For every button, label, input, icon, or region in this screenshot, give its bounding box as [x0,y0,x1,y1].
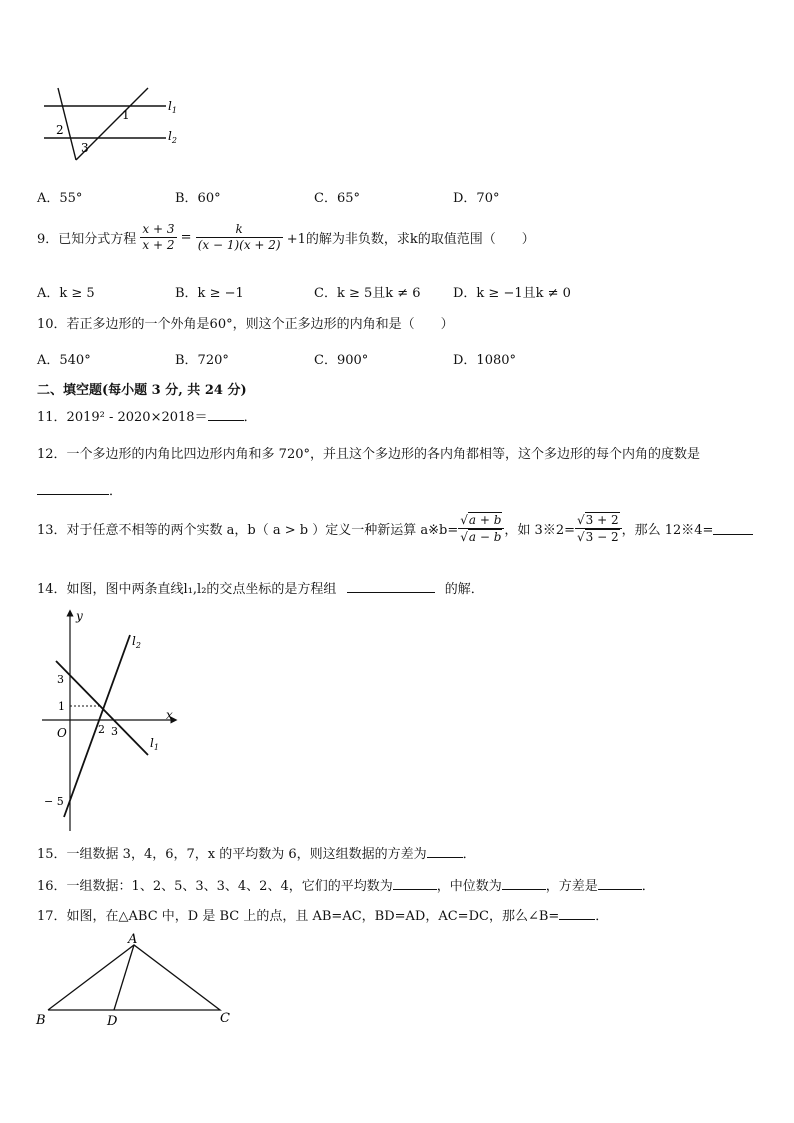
q11-end: ． [243,410,257,425]
q9-fraction-1-den: x + 2 [142,238,175,252]
q9-option-d[interactable]: D．k ≥ −1且k ≠ 0 [453,286,571,301]
q13-fraction-2-num: √3 + 2 [575,512,622,529]
q16-part-c: ，方差是 [545,879,598,894]
angle-3-label: 3 [81,141,89,155]
q16-variance-blank[interactable] [598,877,642,890]
triangle-figure [30,930,240,1030]
question-11 [37,406,257,425]
q9-prefix: 9．已知分式方程 [37,232,137,247]
y-tick-minus-5: − 5 [44,795,64,808]
label-l1: $l_1$ [150,736,159,752]
q13-middle: ，如 3※2= [504,523,575,538]
q17-answer-blank[interactable] [559,907,595,920]
q9-fraction-1 [140,222,176,253]
q8-option-d[interactable]: D．70° [453,191,500,206]
q13-fraction-1-num-radicand: a + b [468,513,502,527]
question-13 [37,512,753,545]
question-9 [37,222,535,253]
q16-part-a: 16．一组数据：1、2、5、3、3、4、2、4，它们的平均数为 [37,879,393,894]
q13-fraction-1-num: √a + b [458,512,504,529]
q9-suffix: +1的解为非负数，求k的取值范围（ ） [286,232,535,247]
y-tick-3: 3 [57,673,64,686]
x-tick-2: 2 [98,723,105,736]
q16-part-d: ． [641,879,655,894]
q14-answer-blank[interactable] [347,580,435,593]
x-axis-label: x [166,708,173,722]
q13-fraction-2-num-radicand: 3 + 2 [585,513,619,527]
q13-fraction-1-den: √a − b [460,530,502,544]
q16-mean-blank[interactable] [393,877,437,890]
q13-fraction-2-den-radicand: 3 − 2 [585,530,619,544]
q15-end: ． [462,847,476,862]
q17-text: 17．如图，在△ABC 中，D 是 BC 上的点，且 AB=AC，BD=AD，AC=DC，那么∠B= [37,909,560,924]
label-l1: $l_1$ [168,99,177,115]
q11-answer-blank[interactable] [208,408,244,421]
question-12-line-2 [37,480,122,499]
q9-fraction-2 [196,222,283,253]
q9-option-a[interactable]: A．k ≥ 5 [37,286,95,301]
q10-option-d[interactable]: D．1080° [453,353,517,368]
section-2-heading: 二、填空题(每小题 3 分, 共 24 分) [37,383,247,398]
q13-fraction-1 [458,512,504,545]
vertex-b-label: B [36,1013,46,1028]
y-tick-1: 1 [58,700,65,713]
q12-answer-blank[interactable] [37,482,109,495]
q8-option-c[interactable]: C．65° [314,191,360,206]
q12-end: ． [109,484,123,499]
parallel-lines-figure [36,86,186,166]
q9-equals: = [180,230,192,245]
question-12: 12．一个多边形的内角比四边形内角和多 720°，并且这个多边形的各内角都相等，这个多边形的每个内角的度数是 [37,447,700,462]
q14-prefix: 14．如图，图中两条直线l₁,l₂的交点坐标的是方程组 [37,582,337,597]
x-tick-3: 3 [111,725,118,738]
q10-option-b[interactable]: B．720° [175,353,229,368]
q13-suffix: ，那么 12※4= [621,523,714,538]
q15-text: 15．一组数据 3，4，6，7，x 的平均数为 6，则这组数据的方差为 [37,847,427,862]
question-16 [37,875,655,894]
q13-answer-blank[interactable] [713,522,753,535]
angle-2-label: 2 [56,123,64,137]
segment-ad [114,945,134,1010]
q10-option-a[interactable]: A．540° [37,353,91,368]
vertex-c-label: C [220,1011,230,1026]
q9-fraction-1-num: x + 3 [142,222,175,236]
question-15 [37,843,476,862]
q9-fraction-2-num: k [196,222,283,238]
q9-option-c[interactable]: C．k ≥ 5且k ≠ 6 [314,286,421,301]
q13-fraction-2-den: √3 − 2 [577,530,619,544]
origin-label: O [57,726,67,740]
q13-fraction-2 [575,512,622,545]
q14-suffix: 的解． [444,582,484,597]
vertex-a-label: A [128,932,138,947]
q9-fraction-2-den: (x − 1)(x + 2) [197,238,281,252]
q8-option-b[interactable]: B．60° [175,191,221,206]
q11-text: 11．2019² - 2020×2018＝ [37,410,208,425]
label-l2: $l_2$ [132,634,141,650]
q8-option-a[interactable]: A．55° [37,191,83,206]
q9-option-b[interactable]: B．k ≥ −1 [175,286,244,301]
angle-1-label: 1 [122,108,130,122]
label-l2: $l_2$ [168,129,177,145]
q13-fraction-1-den-radicand: a − b [468,530,502,544]
point-d-label: D [107,1014,118,1029]
q15-answer-blank[interactable] [427,845,463,858]
q16-median-blank[interactable] [502,877,546,890]
q13-prefix: 13．对于任意不相等的两个实数 a，b（ a > b ）定义一种新运算 a※b= [37,523,459,538]
question-10: 10．若正多边形的一个外角是60°，则这个正多边形的内角和是（ ） [37,317,454,332]
triangle-abc [48,945,220,1010]
q17-end: ． [595,909,609,924]
question-17 [37,905,608,924]
question-14 [37,578,484,597]
q10-option-c[interactable]: C．900° [314,353,369,368]
q16-part-b: ，中位数为 [436,879,502,894]
coordinate-graph [36,605,196,835]
y-axis-label: y [76,609,83,623]
